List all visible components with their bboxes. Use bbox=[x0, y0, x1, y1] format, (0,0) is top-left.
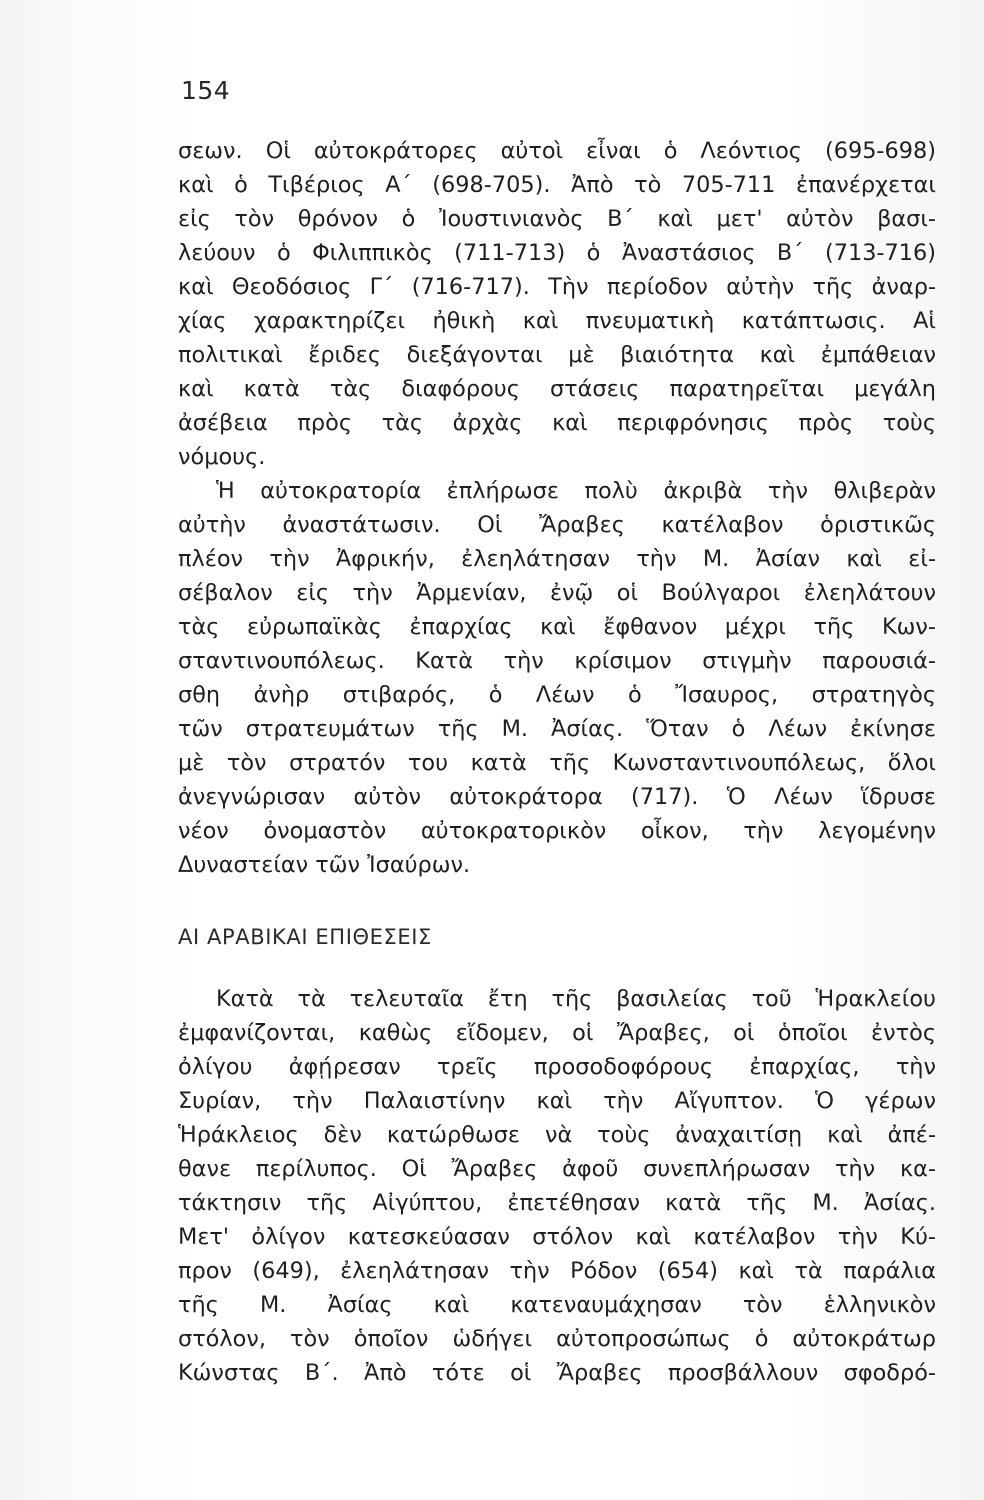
text-line: εἰς τὸν θρόνον ὁ Ἰουστινιανὸς Β΄ καὶ μετ' αὐτὸν βασι- bbox=[178, 206, 936, 232]
text-line: Κατὰ τὰ τελευταῖα ἔτη τῆς βασιλείας τοῦ Ἡρακλείου bbox=[216, 986, 936, 1012]
text-line: ἀσέβεια πρὸς τὰς ἀρχὰς καὶ περιφρόνησις πρὸς τοὺς bbox=[178, 410, 936, 436]
text-line: τάκτησιν τῆς Αἰγύπτου, ἐπετέθησαν κατὰ τῆς Μ. Ἀσίας. bbox=[178, 1190, 936, 1216]
text-line: ἀνεγνώρισαν αὐτὸν αὐτοκράτορα (717). Ὁ Λέων ἵδρυσε bbox=[178, 784, 936, 810]
text-line: προν (649), ἐλεηλάτησαν τὴν Ρόδον (654) καὶ τὰ παράλια bbox=[178, 1258, 936, 1284]
text-line: στόλον, τὸν ὁποῖον ὡδήγει αὐτοπροσώπως ὁ αὐτοκράτωρ bbox=[178, 1326, 936, 1352]
text-line: πλέον τὴν Ἀφρικήν, ἐλεηλάτησαν τὴν Μ. Ἀσίαν καὶ εἰ- bbox=[178, 546, 936, 572]
text-line: ἐμφανίζονται, καθὼς εἴδομεν, οἱ Ἄραβες, οἱ ὁποῖοι ἐντὸς bbox=[178, 1020, 936, 1046]
text-line: καὶ κατὰ τὰς διαφόρους στάσεις παρατηρεῖται μεγάλη bbox=[178, 376, 936, 402]
text-line: πολιτικαὶ ἔριδες διεξάγονται μὲ βιαιότητα καὶ ἐμπάθειαν bbox=[178, 342, 936, 368]
text-line: καὶ Θεοδόσιος Γ΄ (716-717). Τὴν περίοδον αὐτὴν τῆς ἀναρ- bbox=[178, 274, 936, 300]
paragraph-3 bbox=[178, 982, 936, 1390]
text-line: Ἡ αὐτοκρατορία ἐπλήρωσε πολὺ ἀκριβὰ τὴν θλιβερὰν bbox=[216, 478, 936, 504]
text-line: σεων. Οἱ αὐτοκράτορες αὐτοὶ εἶναι ὁ Λεόντιος (695-698) bbox=[178, 138, 936, 164]
text-line: νόμους. bbox=[178, 444, 266, 470]
text-line: λεύουν ὁ Φιλιππικὸς (711-713) ὁ Ἀναστάσιος Β΄ (713-716) bbox=[178, 240, 936, 266]
text-line: νέον ὀνομαστὸν αὐτοκρατορικὸν οἶκον, τὴν λεγομένην bbox=[178, 818, 936, 844]
text-line: τῶν στρατευμάτων τῆς Μ. Ἀσίας. Ὅταν ὁ Λέων ἐκίνησε bbox=[178, 716, 936, 742]
text-line: Συρίαν, τὴν Παλαιστίνην καὶ τὴν Αἴγυπτον. Ὁ γέρων bbox=[178, 1088, 936, 1114]
text-line: καὶ ὁ Τιβέριος Α΄ (698-705). Ἀπὸ τὸ 705-711 ἐπανέρχεται bbox=[178, 172, 936, 198]
text-line: Ἡράκλειος δὲν κατώρθωσε νὰ τοὺς ἀναχαιτίσῃ καὶ ἀπέ- bbox=[178, 1122, 936, 1148]
text-line: Μετ' ὀλίγον κατεσκεύασαν στόλον καὶ κατέλαβον τὴν Κύ- bbox=[178, 1224, 936, 1250]
text-line: σέβαλον εἰς τὴν Ἀρμενίαν, ἐνῷ οἱ Βούλγαροι ἐλεηλάτουν bbox=[178, 580, 936, 606]
text-line: σθη ἀνὴρ στιβαρός, ὁ Λέων ὁ Ἴσαυρος, στρατηγὸς bbox=[178, 682, 936, 708]
text-line: ὀλίγου ἀφῄρεσαν τρεῖς προσοδοφόρους ἐπαρχίας, τὴν bbox=[178, 1054, 936, 1080]
text-line: Κώνστας Β΄. Ἀπὸ τότε οἱ Ἄραβες προσβάλλουν σφοδρό- bbox=[178, 1360, 936, 1386]
text-line: αὐτὴν ἀναστάτωσιν. Οἱ Ἄραβες κατέλαβον ὁριστικῶς bbox=[178, 512, 936, 538]
text-line: θανε περίλυπος. Οἱ Ἄραβες ἀφοῦ συνεπλήρωσαν τὴν κα- bbox=[178, 1156, 936, 1182]
section-heading: ΑΙ ΑΡΑΒΙΚΑΙ ΕΠΙΘΕΣΕΙΣ bbox=[178, 925, 432, 949]
text-line: τὰς εὐρωπαϊκὰς ἐπαρχίας καὶ ἔφθανον μέχρι τῆς Κων- bbox=[178, 614, 936, 640]
text-line: Δυναστείαν τῶν Ἰσαύρων. bbox=[178, 852, 471, 878]
text-line: μὲ τὸν στρατόν του κατὰ τῆς Κωνσταντινουπόλεως, ὅλοι bbox=[178, 750, 936, 776]
paragraph-1 bbox=[178, 134, 936, 474]
paragraph-2 bbox=[178, 474, 936, 882]
text-line: χίας χαρακτηρίζει ἠθικὴ καὶ πνευματικὴ κατάπτωσις. Αἱ bbox=[178, 308, 936, 334]
text-line: σταντινουπόλεως. Κατὰ τὴν κρίσιμον στιγμὴν παρουσιά- bbox=[178, 648, 936, 674]
page-number: 154 bbox=[181, 76, 231, 105]
text-line: τῆς Μ. Ἀσίας καὶ κατεναυμάχησαν τὸν ἑλληνικὸν bbox=[178, 1292, 936, 1318]
